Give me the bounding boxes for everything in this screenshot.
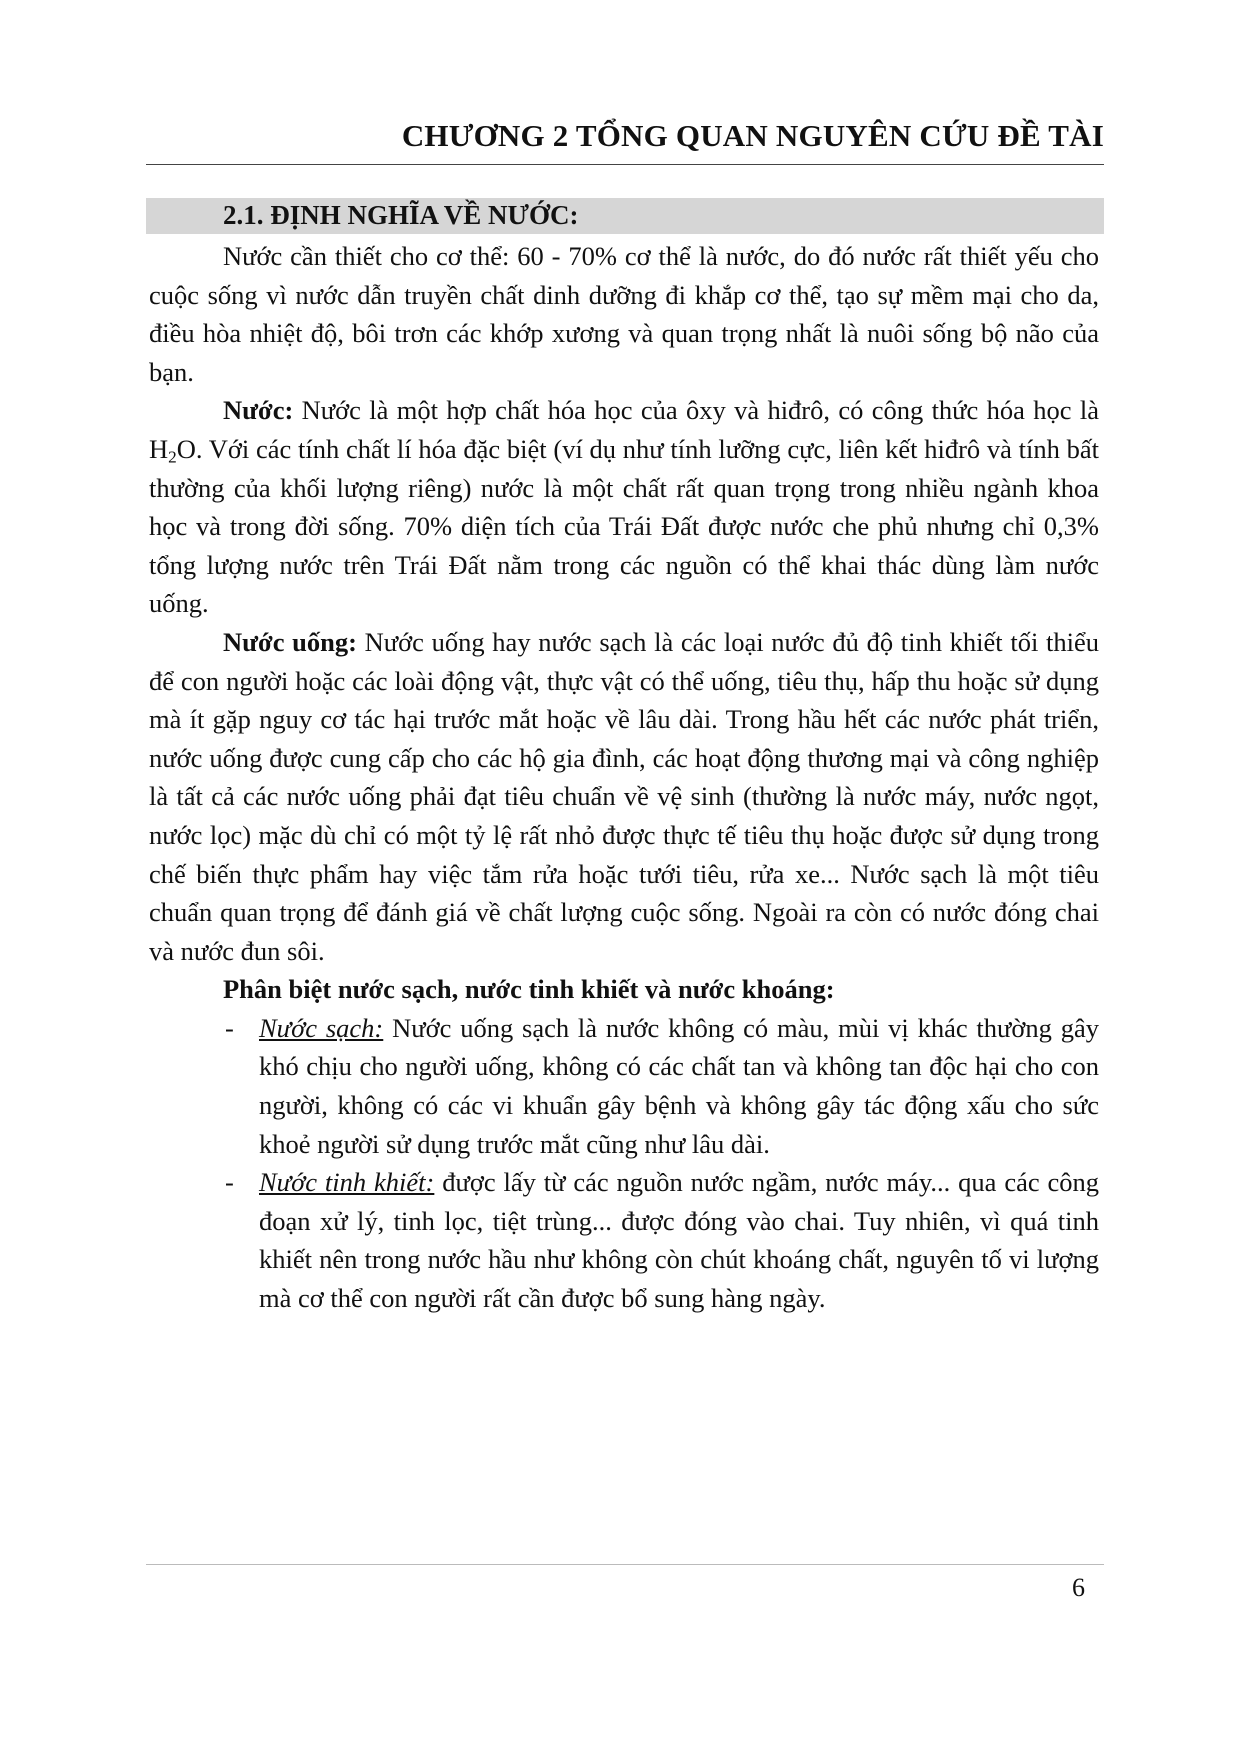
term-drinking-water: Nước uống:: [223, 626, 357, 657]
list-dash: -: [225, 1012, 234, 1043]
water-text-part-2: O. Với các tính chất lí hóa đặc biệt (ví dụ như tính lưỡng cực, liên kết hiđrô và tính bất thường của khối lượng riêng) nước là một chất rất quan trọng trong nhiều ngành khoa học và trong đời sống. 70% diện tích của Trái Đất được nước che phủ nhưng chỉ 0,3% tổng lượng nước trên Trái Đất nằm trong các nguồn có thể khai thác dùng làm nước uống.: [149, 433, 1099, 619]
drinking-water-text: Nước uống hay nước sạch là các loại nước đủ độ tinh khiết tối thiểu để con người hoặc các loài động vật, thực vật có thể uống, tiêu thụ, hấp thu hoặc sử dụng mà ít gặp nguy cơ tác hại trước mắt hoặc về lâu dài. Trong hầu hết các nước phát triển, nước uống được cung cấp cho các hộ gia đình, các hoạt động thương mại và công nghiệp là tất cả các nước uống phải đạt tiêu chuẩn về vệ sinh (thường là nước máy, nước ngọt, nước lọc) mặc dù chỉ có một tỷ lệ rất nhỏ được thực tế tiêu thụ hoặc được sử dụng trong chế biến thực phẩm hay việc tắm rửa hoặc tưới tiêu, rửa xe... Nước sạch là một tiêu chuẩn quan trọng để đánh giá về chất lượng cuộc sống. Ngoài ra còn có nước đóng chai và nước đun sôi.: [149, 626, 1099, 966]
paragraph-drinking-water: [149, 623, 1099, 970]
water-formula-subscript: 2: [168, 447, 177, 467]
body-text: [149, 237, 1099, 1318]
definition-list: [149, 1009, 1099, 1318]
chapter-title: CHƯƠNG 2 TỔNG QUAN NGUYÊN CỨU ĐỀ TÀI: [401, 118, 1104, 153]
term-water: Nước:: [223, 395, 294, 426]
list-item: [149, 1009, 1099, 1163]
footer-divider: [146, 1564, 1104, 1565]
page-number: 6: [1072, 1573, 1085, 1602]
header-divider: [146, 164, 1104, 165]
clean-water-text: Nước uống sạch là nước không có màu, mùi vị khác thường gây khó chịu cho người uống, không có các chất tan và không tan độc hại cho con người, không có các vi khuẩn gây bệnh và không gây tác động xấu cho sức khoẻ người sử dụng trước mắt cũng như lâu dài.: [259, 1012, 1100, 1159]
paragraph-water: [149, 391, 1099, 623]
section-heading: 2.1. ĐỊNH NGHĨA VỀ NƯỚC:: [223, 200, 579, 230]
section-heading-bar: [146, 198, 1104, 234]
list-dash: -: [225, 1167, 234, 1198]
water-text-part-1: Nước là một hợp chất hóa học của ôxy và hiđrô, có công thức hóa học là H: [149, 395, 1099, 464]
paragraph-intro: Nước cần thiết cho cơ thể: 60 - 70% cơ thể là nước, do đó nước rất thiết yếu cho cuộc sống vì nước dẫn truyền chất dinh dưỡng đi khắp cơ thể, tạo sự mềm mại cho da, điều hòa nhiệt độ, bôi trơn các khớp xương và quan trọng nhất là nuôi sống bộ não của bạn.: [149, 241, 1099, 387]
list-item: [149, 1163, 1099, 1317]
term-clean-water: Nước sạch:: [259, 1012, 384, 1043]
pure-water-text: được lấy từ các nguồn nước ngầm, nước máy... qua các công đoạn xử lý, tinh lọc, tiệt trùng... được đóng vào chai. Tuy nhiên, vì quá tinh khiết nên trong nước hầu như không còn chút khoáng chất, nguyên tố vi lượng mà cơ thể con người rất cần được bổ sung hàng ngày.: [259, 1167, 1099, 1314]
subheading: Phân biệt nước sạch, nước tinh khiết và nước khoáng:: [223, 974, 835, 1005]
term-pure-water: Nước tinh khiết:: [259, 1167, 435, 1198]
